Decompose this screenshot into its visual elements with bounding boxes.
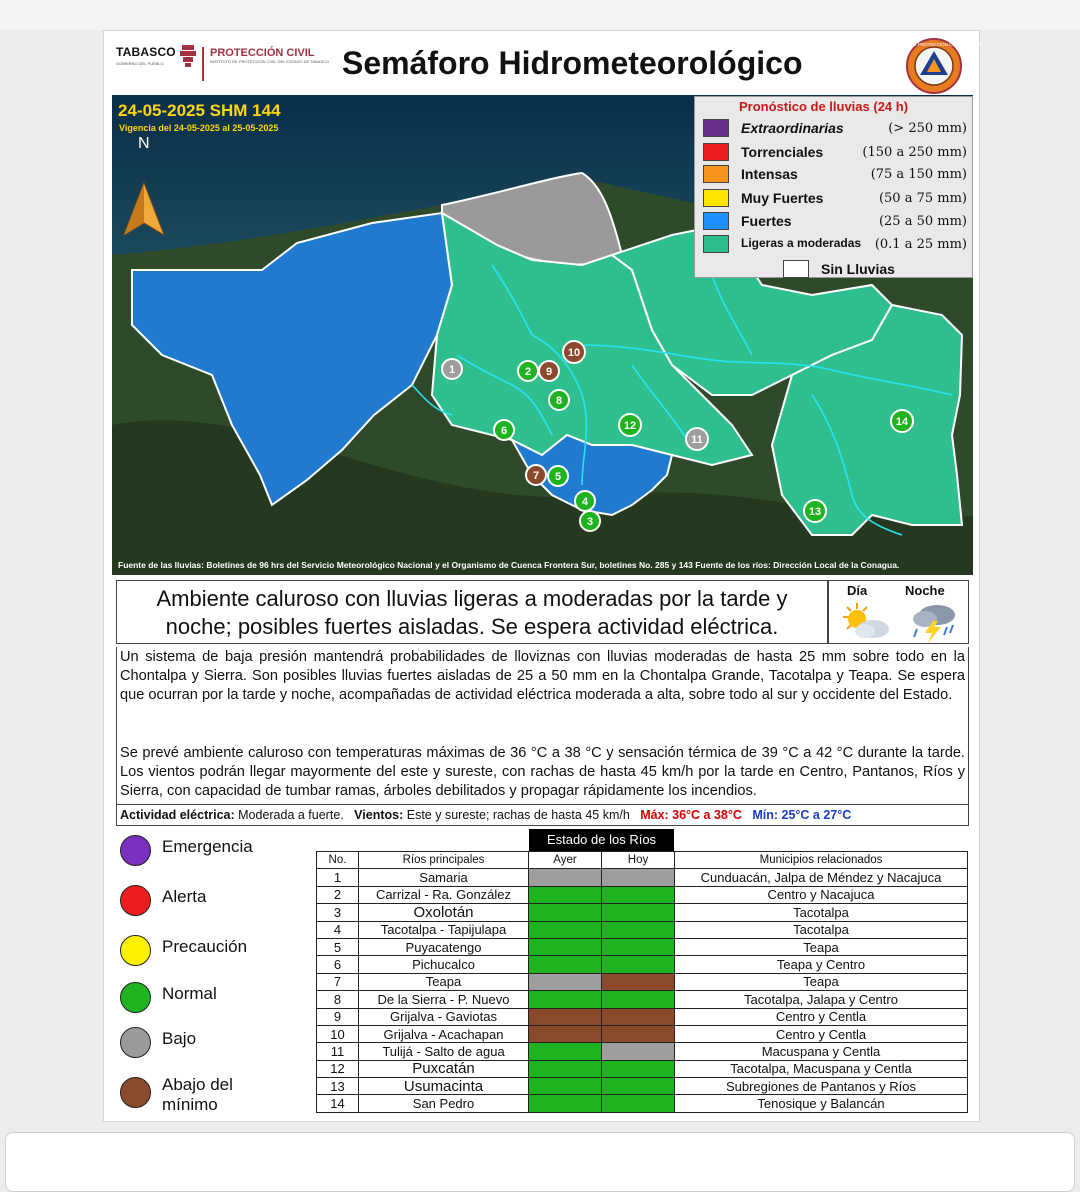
status-yesterday [529, 886, 602, 903]
related-municipalities: Teapa [675, 973, 968, 990]
legend-item-sin-lluvias: Sin Lluvias [783, 258, 1051, 280]
proteccion-civil-logo: PROTECCIÓN CIVIL INSTITUTO DE PROTECCIÓN CIVIL DEL ESTADO DE TABASCO [202, 47, 338, 81]
status-yesterday [529, 1008, 602, 1025]
status-normal: Normal [116, 978, 306, 1018]
rain-forecast-map [112, 95, 973, 575]
legend-swatch [703, 235, 729, 253]
river-marker-14[interactable] [891, 410, 913, 432]
status-today [602, 956, 675, 973]
river-marker-5[interactable] [548, 466, 568, 486]
svg-text:10: 10 [567, 347, 581, 359]
status-bar [0, 0, 1080, 30]
status-yesterday [529, 1060, 602, 1077]
table-row [317, 869, 968, 886]
status-yesterday [529, 973, 602, 990]
status-today [602, 1043, 675, 1060]
night-label: Noche [905, 583, 945, 598]
related-municipalities: Tacotalpa [675, 921, 968, 938]
river-number: 10 [317, 1025, 359, 1042]
table-row [317, 1078, 968, 1095]
related-municipalities: Teapa [675, 938, 968, 955]
status-today [602, 1008, 675, 1025]
svg-text:2: 2 [524, 366, 532, 378]
table-header-row: No. Ríos principales Ayer Hoy Municipios relacionados [317, 852, 968, 869]
status-today [602, 938, 675, 955]
svg-text:12: 12 [623, 420, 637, 432]
activity-summary-bar: Actividad eléctrica: Moderada a fuerte. Vientos: Este y sureste; rachas de hasta 45 km/h Máx: 36°C a 38°C Mín: 25°C a 27°C [116, 804, 969, 826]
table-row [317, 956, 968, 973]
legend-swatch [703, 143, 729, 161]
river-marker-12[interactable] [619, 414, 641, 436]
river-number: 2 [317, 886, 359, 903]
status-today [602, 1095, 675, 1112]
river-number: 1 [317, 869, 359, 886]
forecast-paragraph-rain: Un sistema de baja presión mantendrá probabilidades de lloviznas con lluvias moderadas de hasta 25 mm sobre todo en la Chontalpa y Sierra. Son posibles lluvias fuertes aisladas de 25 a 50 mm en la Chontalpa Grande, Tacotalpa y Teapa. Se espera que ocurran por la tarde y noche, acompañadas de actividad eléctrica moderada a alta, sobre todo al sur y occidente del Estado. [116, 647, 969, 727]
status-today [602, 1078, 675, 1095]
related-municipalities: Teapa y Centro [675, 956, 968, 973]
rain-legend [694, 96, 973, 278]
related-municipalities: Centro y Nacajuca [675, 886, 968, 903]
river-marker-9[interactable] [539, 361, 559, 381]
bulletin-document [103, 30, 983, 1122]
north-label: N [138, 135, 150, 152]
rain-legend-title: Pronóstico de lluvias (24 h) [739, 99, 909, 114]
river-name: San Pedro [359, 1095, 529, 1112]
svg-text:11: 11 [691, 434, 703, 446]
status-yesterday [529, 869, 602, 886]
status-abajo-del-minimo: Abajo del mínimo [116, 1069, 306, 1117]
related-municipalities: Cunduacán, Jalpa de Méndez y Nacajuca [675, 869, 968, 886]
river-name: Grijalva - Gaviotas [359, 1008, 529, 1025]
legend-swatch [783, 260, 809, 278]
status-yesterday [529, 904, 602, 921]
legend-swatch [703, 212, 729, 230]
river-name: Samaria [359, 869, 529, 886]
river-marker-11[interactable] [686, 428, 708, 450]
status-dot [120, 1077, 151, 1108]
status-yesterday [529, 956, 602, 973]
rivers-status-table [316, 851, 968, 1113]
related-municipalities: Macuspana y Centla [675, 1043, 968, 1060]
river-name: Grijalva - Acachapan [359, 1025, 529, 1042]
bottom-card [5, 1132, 1075, 1192]
river-number: 9 [317, 1008, 359, 1025]
status-today [602, 904, 675, 921]
svg-text:4: 4 [581, 496, 589, 508]
svg-text:8: 8 [555, 395, 563, 407]
river-number: 3 [317, 904, 359, 921]
river-number: 7 [317, 973, 359, 990]
river-name: Puyacatengo [359, 938, 529, 955]
page-title: Semáforo Hidrometeorológico [342, 45, 803, 81]
status-today [602, 921, 675, 938]
svg-text:1: 1 [448, 364, 456, 376]
river-marker-3[interactable] [580, 511, 600, 531]
status-today [602, 1060, 675, 1077]
svg-text:7: 7 [532, 470, 540, 482]
related-municipalities: Centro y Centla [675, 1008, 968, 1025]
data-source-note: Fuente de las lluvias: Boletines de 96 hrs del Servicio Meteorológico Nacional y el Organismo de Cuenca Frontera Sur, boletines No. 285 y 143 Fuente de los ríos: Dirección Local de la Conagua. [118, 560, 900, 570]
river-name: Teapa [359, 973, 529, 990]
legend-item-extraordinarias: Extraordinarias (> 250 mm) [703, 117, 971, 139]
status-precaucion: Precaución [116, 931, 306, 971]
status-yesterday [529, 1025, 602, 1042]
status-yesterday [529, 1095, 602, 1112]
river-number: 13 [317, 1078, 359, 1095]
river-number: 4 [317, 921, 359, 938]
river-number: 14 [317, 1095, 359, 1112]
river-marker-7[interactable] [526, 465, 546, 485]
status-yesterday [529, 921, 602, 938]
river-marker-4[interactable] [575, 491, 595, 511]
status-dot [120, 982, 151, 1013]
status-alerta: Alerta [116, 881, 306, 921]
related-municipalities: Tacotalpa, Macuspana y Centla [675, 1060, 968, 1077]
river-name: Puxcatán [359, 1060, 529, 1077]
status-dot [120, 1027, 151, 1058]
status-today [602, 973, 675, 990]
table-row [317, 1008, 968, 1025]
legend-item-muy-fuertes: Muy Fuertes (50 a 75 mm) [703, 187, 971, 209]
related-municipalities: Subregiones de Pantanos y Ríos [675, 1078, 968, 1095]
status-yesterday [529, 938, 602, 955]
river-marker-6[interactable] [494, 420, 514, 440]
validity-range: Vigencia del 24-05-2025 al 25-05-2025 [119, 123, 279, 133]
sun-cloud-icon [837, 599, 893, 643]
river-marker-1[interactable] [442, 359, 462, 379]
river-number: 8 [317, 991, 359, 1008]
related-municipalities: Centro y Centla [675, 1025, 968, 1042]
status-bajo: Bajo [116, 1023, 306, 1063]
river-number: 5 [317, 938, 359, 955]
forecast-headline: Ambiente caluroso con lluvias ligeras a moderadas por la tarde y noche; posibles fuertes aisladas. Se espera actividad eléctrica. [116, 580, 828, 644]
legend-swatch [703, 189, 729, 207]
table-row [317, 938, 968, 955]
status-yesterday [529, 1043, 602, 1060]
river-name: Oxolotán [359, 904, 529, 921]
day-night-panel [828, 580, 969, 644]
legend-item-torrenciales: Torrenciales (150 a 250 mm) [703, 141, 971, 163]
bulletin-header [104, 31, 981, 95]
river-marker-13[interactable] [804, 500, 826, 522]
river-marker-8[interactable] [549, 390, 569, 410]
related-municipalities: Tenosique y Balancán [675, 1095, 968, 1112]
forecast-paragraph-temperature: Se prevé ambiente caluroso con temperaturas máximas de 36 °C a 38 °C y sensación térmica de 39 °C a 42 °C durante la tarde. Los vientos podrán llegar mayormente del este y sureste, con rachas de hasta 45 km/h por la tarde en Centro, Pantanos, Ríos y Sierra, con capacidad de tumbar ramas, árboles debilitados y propagar rápidamente los incendios. [116, 743, 969, 807]
status-today [602, 869, 675, 886]
river-number: 12 [317, 1060, 359, 1077]
min-temperature: Mín: 25°C a 27°C [752, 808, 852, 822]
river-name: De la Sierra - P. Nuevo [359, 991, 529, 1008]
related-municipalities: Tacotalpa [675, 904, 968, 921]
legend-item-ligeras: Ligeras a moderadas (0.1 a 25 mm) [703, 233, 971, 255]
svg-text:14: 14 [895, 416, 909, 428]
table-row [317, 904, 968, 921]
status-dot [120, 835, 151, 866]
table-row [317, 991, 968, 1008]
table-row [317, 973, 968, 990]
river-marker-10[interactable] [563, 341, 585, 363]
table-row [317, 1095, 968, 1112]
max-temperature: Máx: 36°C a 38°C [640, 808, 742, 822]
status-today [602, 886, 675, 903]
legend-item-fuertes: Fuertes (25 a 50 mm) [703, 210, 971, 232]
status-dot [120, 885, 151, 916]
bulletin-code: 24-05-2025 SHM 144 [118, 101, 281, 120]
legend-swatch [703, 119, 729, 137]
legend-swatch [703, 165, 729, 183]
related-municipalities: Tacotalpa, Jalapa y Centro [675, 991, 968, 1008]
svg-text:3: 3 [586, 516, 594, 528]
status-today [602, 1025, 675, 1042]
tabasco-mark-icon [180, 45, 196, 67]
status-yesterday [529, 991, 602, 1008]
status-yesterday [529, 1078, 602, 1095]
svg-text:6: 6 [500, 425, 508, 437]
storm-icon [903, 599, 963, 643]
table-row [317, 1060, 968, 1077]
table-row [317, 886, 968, 903]
legend-item-intensas: Intensas (75 a 150 mm) [703, 163, 971, 185]
status-dot [120, 935, 151, 966]
table-row [317, 1025, 968, 1042]
svg-text:5: 5 [554, 471, 562, 483]
river-marker-2[interactable] [518, 361, 538, 381]
river-number: 11 [317, 1043, 359, 1060]
status-today [602, 991, 675, 1008]
civil-protection-seal-icon [885, 37, 983, 95]
river-name: Tulijá - Salto de agua [359, 1043, 529, 1060]
table-row [317, 921, 968, 938]
rivers-table-title: Estado de los Ríos [529, 829, 674, 851]
river-name: Carrizal - Ra. González [359, 886, 529, 903]
tabasco-logo: TABASCO GOBIERNO DEL PUEBLO [116, 45, 200, 85]
river-name: Tacotalpa - Tapijulapa [359, 921, 529, 938]
day-label: Día [847, 583, 868, 598]
river-name: Pichucalco [359, 956, 529, 973]
river-name: Usumacinta [359, 1078, 529, 1095]
status-emergencia: Emergencia [116, 831, 306, 871]
river-number: 6 [317, 956, 359, 973]
svg-text:13: 13 [808, 506, 822, 518]
table-row [317, 1043, 968, 1060]
seal-text: INSTITUTO DE PROTECCIÓN CIVIL TABASCO [885, 42, 983, 47]
svg-text:9: 9 [545, 366, 553, 378]
